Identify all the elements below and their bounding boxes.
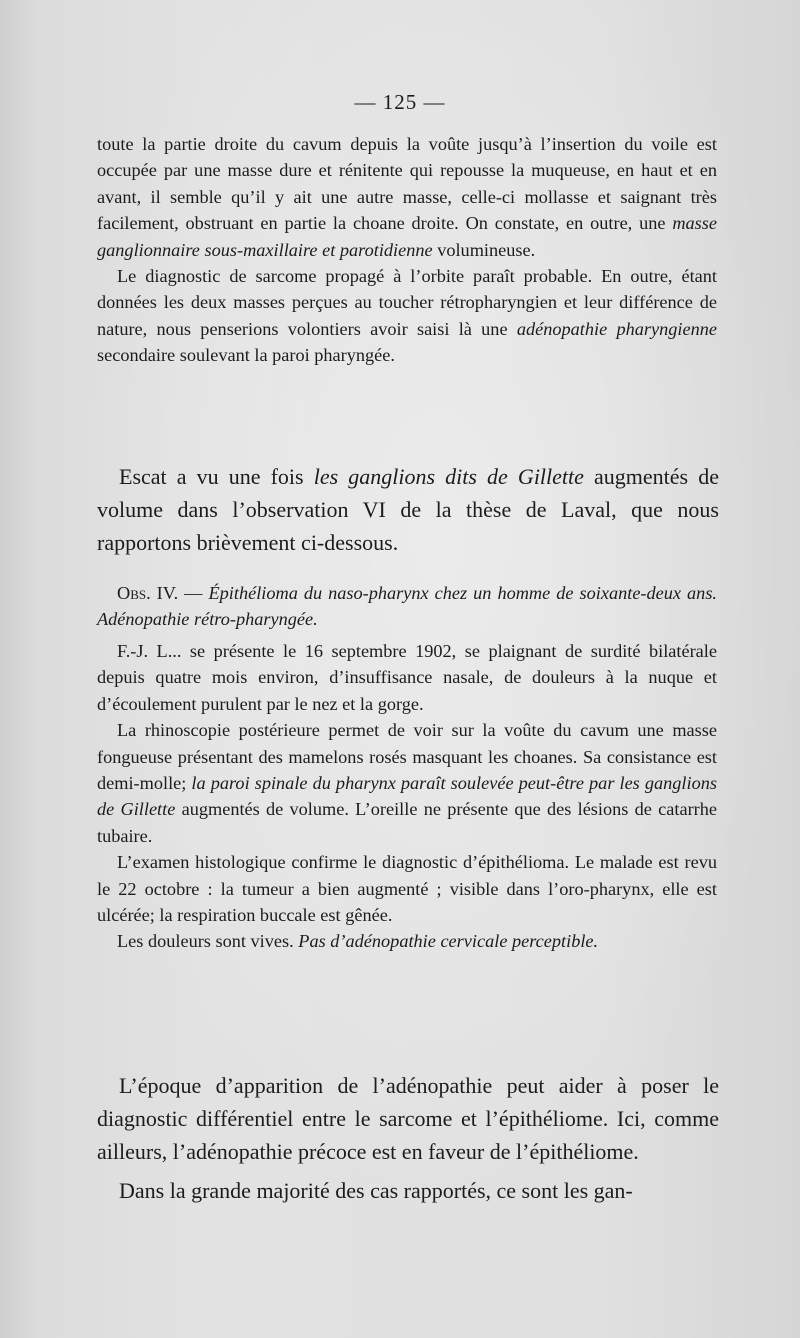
paragraph-douleurs — [97, 928, 717, 954]
paragraph-escat — [97, 460, 719, 559]
page-number: — 125 — — [354, 90, 446, 114]
observation-heading — [97, 580, 717, 632]
paragraph-diagnostic — [97, 263, 717, 369]
italic-run: Pas d’adénopathie cervicale perceptible. — [298, 931, 599, 952]
text-block-1 — [97, 131, 717, 369]
italic-run: la paroi spinale du pharynx paraît soulevée peut-être par les ganglions de Gillette — [97, 773, 717, 820]
text-run: volumineuse. — [432, 239, 536, 260]
text-block-2 — [97, 460, 719, 559]
italic-run: les ganglions dits de Gillette — [313, 464, 584, 489]
text-block-observation — [97, 580, 717, 955]
paragraph-presentation: F.-J. L... se présente le 16 septembre 1902, se plaignant de surdité bilatérale depuis quatre mois environ, d’insuffisance nasale, de douleurs à la nuque et d’écoulement purulent par le nez et la gorge. — [97, 641, 717, 714]
text-run: Le diagnostic de sarcome propagé à l’orbite paraît probable. En outre, étant données les deux masses perçues au toucher rétropharyngien et leur différence de nature, nous penserions volontiers avoir saisi là une — [97, 266, 717, 339]
text-run: augmentés de volume. L’oreille ne présente que des lésions de catarrhe tubaire. — [97, 799, 717, 846]
paragraph-examen: L’examen histologique confirme le diagnostic d’épithélioma. Le malade est revu le 22 octobre : la tumeur a bien augmenté ; visible dans l’oro-pharynx, elle est ulcérée; la respiration buccale est gênée. — [97, 852, 717, 926]
paragraph-continuation — [97, 131, 717, 263]
observation-label: Obs. IV. — — [117, 583, 209, 603]
text-run: La rhinoscopie postérieure permet de voir sur la voûte du cavum une masse fongueuse présentant des mamelons rosés masquant les choanes. Sa consistance est demi-molle; — [97, 720, 717, 794]
text-run: secondaire soulevant la paroi pharyngée. — [97, 345, 395, 366]
italic-run: adénopathie pharyngienne — [516, 318, 717, 339]
paragraph-rhinoscopie — [97, 717, 717, 849]
paragraph-majorite: Dans la grande majorité des cas rapportés, ce sont les gan- — [119, 1178, 633, 1203]
text-run: Les douleurs sont vives. — [117, 931, 299, 952]
text-block-4 — [97, 1069, 719, 1207]
observation-title: Épithélioma du naso-pharynx chez un homme de soixante-deux ans. Adénopathie rétro-pharyngée. — [97, 583, 718, 629]
italic-run: masse ganglionnaire sous-maxillaire et parotidienne — [97, 213, 717, 260]
text-run: augmentés de volume dans l’observation VI de la thèse de Laval, que nous rapportons brièvement ci-dessous. — [97, 464, 719, 555]
text-run: toute la partie droite du cavum depuis la voûte jusqu’à l’insertion du voile est occupée par une masse dure et rénitente qui repousse la muqueuse, en haut et en avant, il semble qu’il y ait une autre masse, celle-ci mollasse et saignant très facilement, obstruant en partie la choane droite. On constate, en outre, une — [97, 134, 717, 234]
text-run: Escat a vu une fois — [119, 464, 314, 489]
paragraph-epoque: L’époque d’apparition de l’adénopathie peut aider à poser le diagnostic différentiel entre le sarcome et l’épithéliome. Ici, comme ailleurs, l’adénopathie précoce est en faveur de l’épithéliome. — [97, 1073, 719, 1164]
